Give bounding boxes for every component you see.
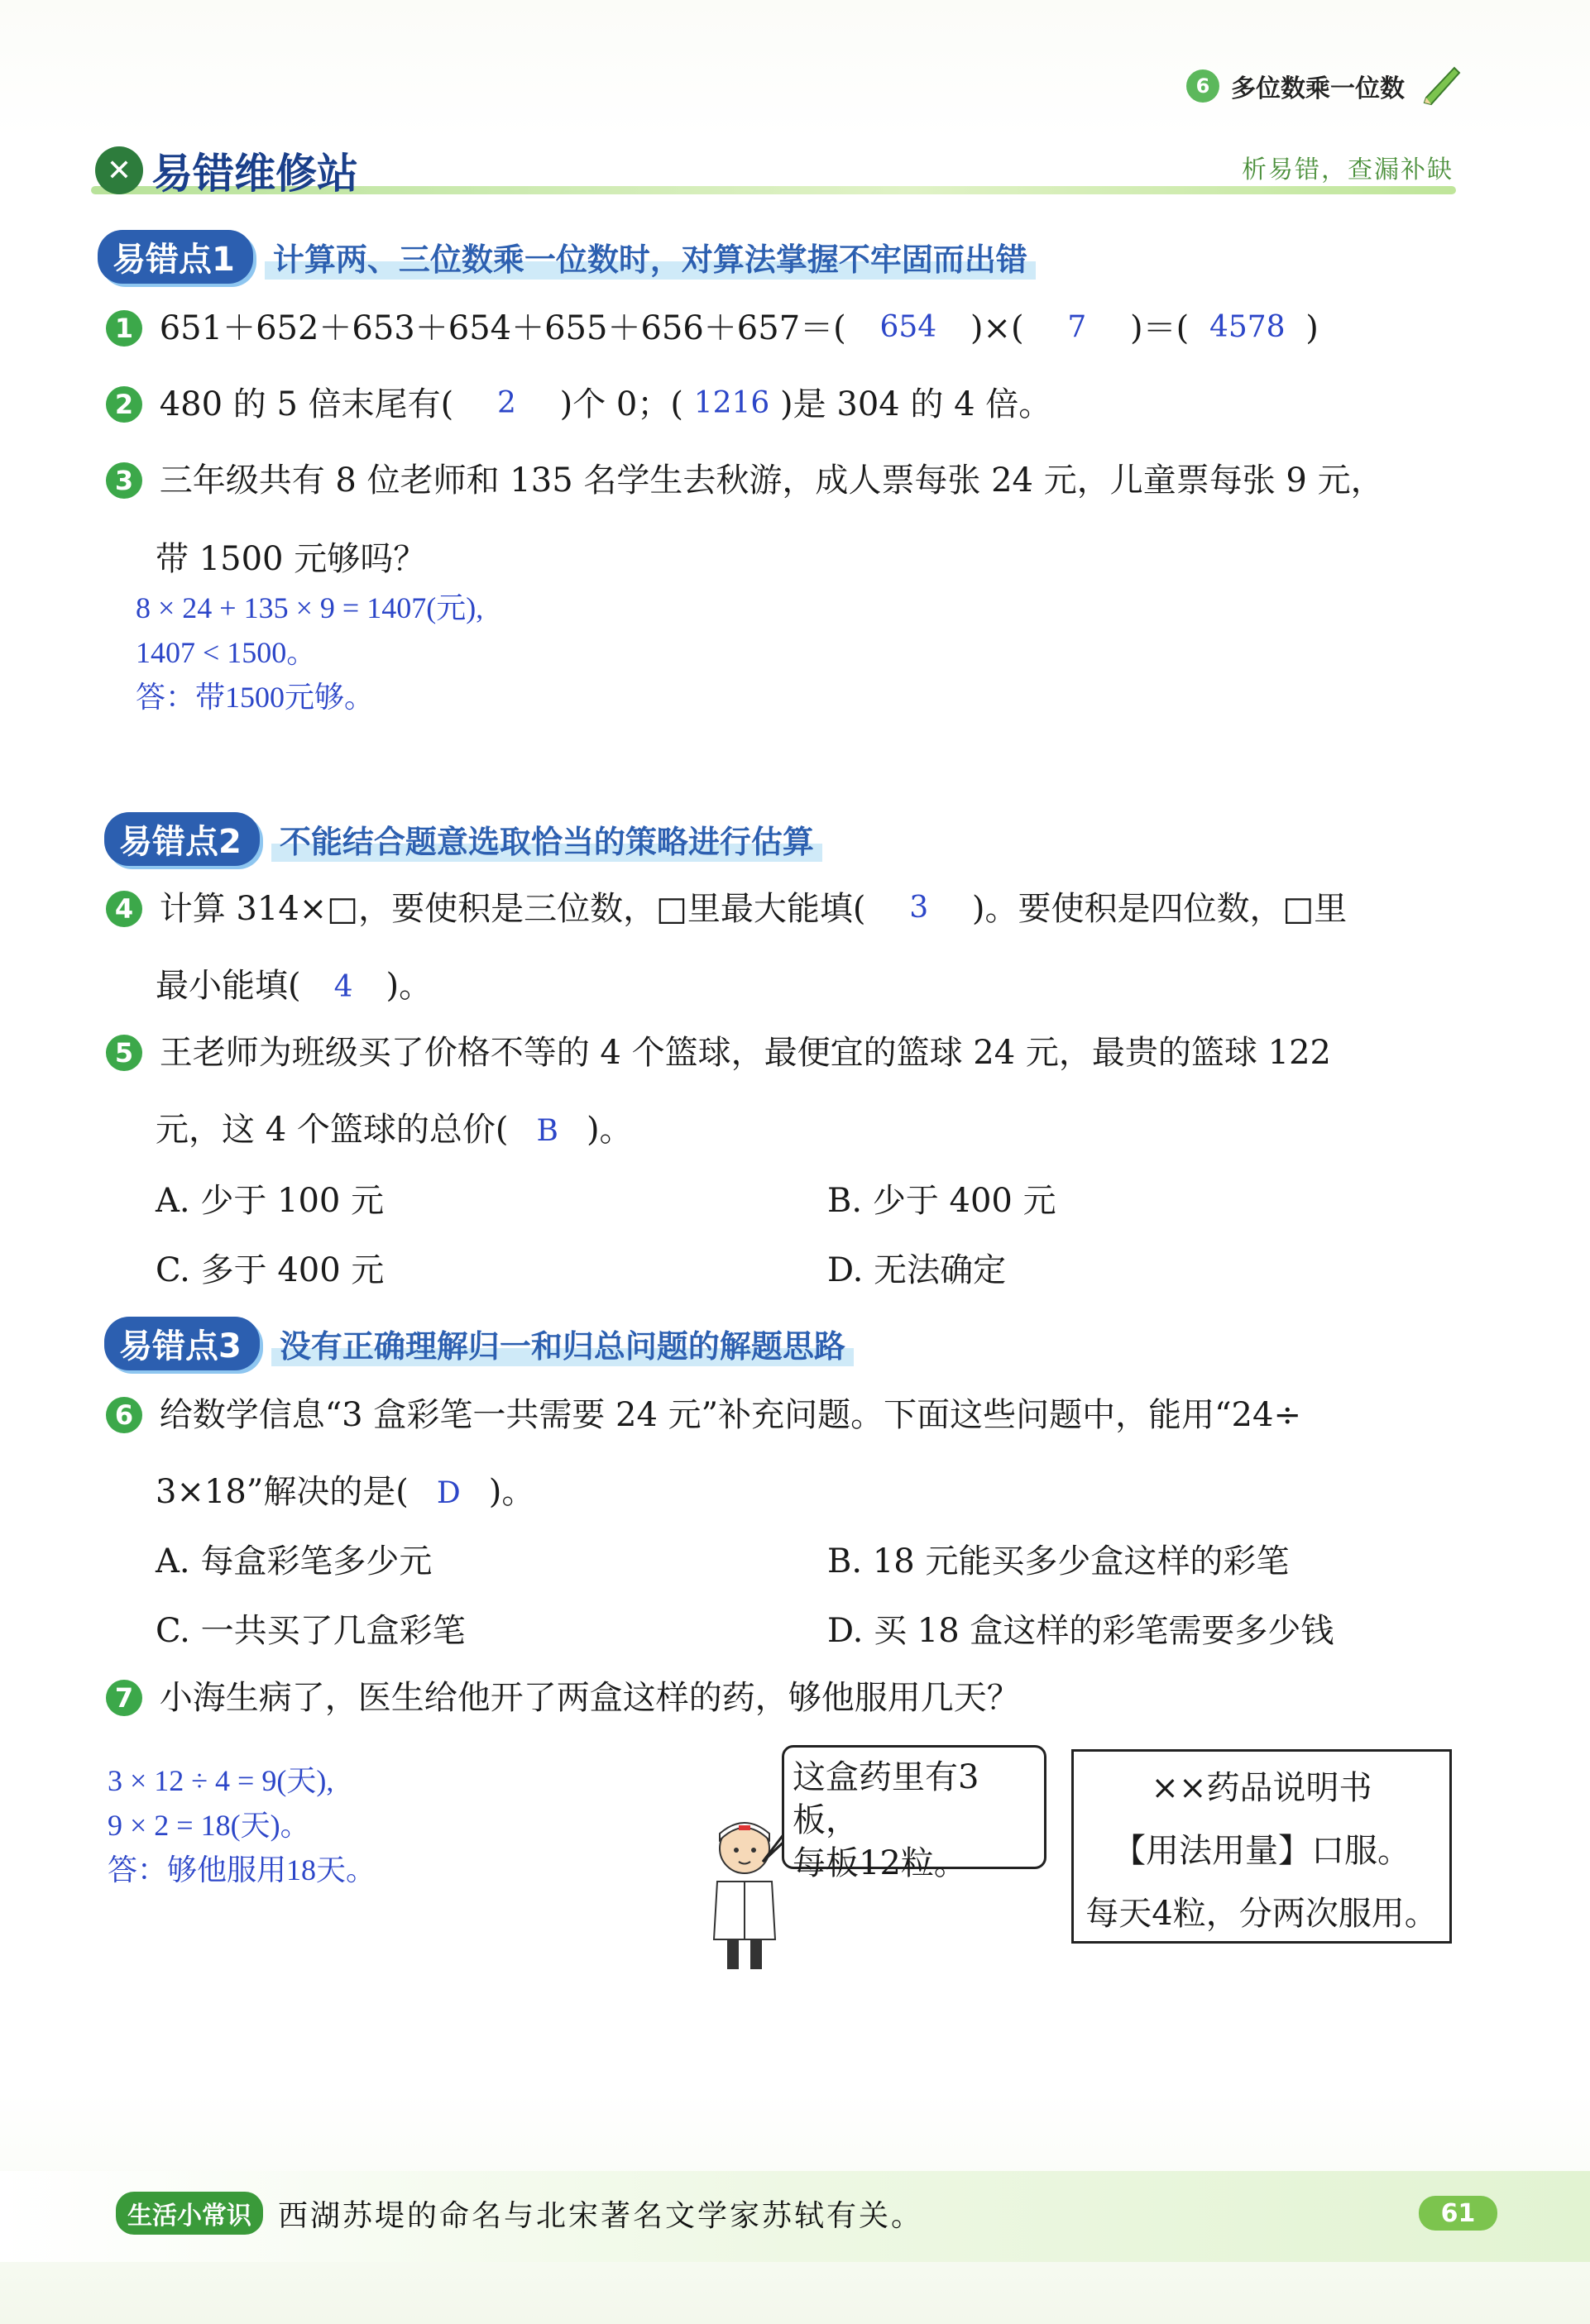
solution-line: 9 × 2 = 18(天)。 [108,1809,310,1842]
question-2 [106,382,1051,424]
speech-bubble [782,1745,1046,1882]
answer: 4578 [1209,310,1286,344]
bubble-line: 这盒药里有3板， [793,1758,979,1839]
page-number: 61 [1419,2196,1497,2231]
question-text: )。 [488,1473,535,1511]
question-5 [106,1030,1331,1073]
option-a: A. 每盒彩笔多少元 [156,1542,433,1580]
footer-badge: 生活小常识 [116,2192,263,2235]
error-point-2-header [104,812,822,866]
question-text: 计算 314×□，要使积是三位数，□里最大能填( [159,890,866,928]
answer: 1216 [693,386,770,420]
section-title: 易错维修站 [151,150,358,198]
error-point-badge: 易错点3 [104,1317,260,1370]
question-text: 小海生病了，医生给他开了两盒这样的药，够他服用几天？ [159,1679,1020,1717]
question-number: 7 [106,1680,142,1716]
question-text: )个 0；( [559,385,683,423]
error-point-3-header [104,1317,854,1370]
manual-line: 【用法用量】口服。 [1113,1832,1410,1870]
question-3-line-2: 带 1500 元够吗？ [156,540,427,578]
error-point-title: 计算两、三位数乘一位数时，对算法掌握不牢固而出错 [265,234,1036,280]
error-point-1-header [98,230,1036,284]
chapter-title: 多位数乘一位数 [1231,74,1405,103]
question-7 [106,1676,1020,1718]
question-text: )×( [970,309,1024,347]
error-point-badge: 易错点2 [104,812,260,866]
option-b: B. 少于 400 元 [827,1182,1056,1220]
question-number: 3 [106,462,142,499]
answer: 3 [909,891,929,925]
question-number: 6 [106,1397,142,1433]
question-text: 元，这 4 个篮球的总价( [156,1111,509,1149]
question-7-solution [108,1758,376,1892]
bubble-line: 每板12粒。 [793,1844,967,1882]
tools-icon: ✕ [95,146,143,194]
error-point-title: 不能结合题意选取恰当的策略进行估算 [271,816,822,862]
footer [116,2192,923,2235]
section-subtitle: 析易错，查漏补缺 [1242,155,1454,184]
answer: 654 [879,310,937,344]
answer: 7 [1067,310,1087,344]
question-text: )。 [586,1111,633,1149]
question-number: 5 [106,1035,142,1071]
solution-line: 答：够他服用18天。 [108,1853,376,1886]
question-5-line-2 [156,1103,633,1150]
solution-line: 1407 < 1500。 [136,636,317,669]
chapter-number: 6 [1186,69,1219,103]
question-text: 651＋652＋653＋654＋655＋656＋657＝( [159,309,846,347]
solution-line: 答：带1500元够。 [136,681,375,714]
answer: B [536,1114,558,1148]
question-text: )＝( [1130,309,1190,347]
question-4-line-2 [156,959,432,1007]
option-b: B. 18 元能买多少盒这样的彩笔 [827,1542,1290,1580]
manual-title: ××药品说明书 [1151,1769,1372,1807]
question-3 [106,458,1384,500]
error-point-badge: 易错点1 [98,230,253,284]
option-d: D. 无法确定 [827,1251,1007,1289]
solution-line: 8 × 24 + 135 × 9 = 1407(元), [136,591,484,624]
question-1 [106,306,1319,348]
question-text: 最小能填( [156,967,301,1005]
question-3-solution [136,586,483,720]
question-text: )。 [386,967,433,1005]
error-point-title: 没有正确理解归一和归总问题的解题思路 [271,1321,854,1366]
question-number: 2 [106,386,142,423]
chapter-label [1186,61,1466,111]
answer: 4 [333,970,353,1004]
option-c: C. 多于 400 元 [156,1251,385,1289]
question-text: 三年级共有 8 位老师和 135 名学生去秋游，成人票每张 24 元，儿童票每张 9 元， [159,461,1384,500]
option-d: D. 买 18 盒这样的彩笔需要多少钱 [827,1612,1334,1650]
solution-line: 3 × 12 ÷ 4 = 9(天), [108,1764,334,1797]
question-text: ) [1305,309,1319,347]
question-4 [106,887,1347,929]
medicine-manual [1071,1749,1452,1944]
footer-text: 西湖苏堤的命名与北宋著名文学家苏轼有关。 [278,2198,924,2233]
question-6 [106,1393,1301,1435]
manual-line: 每天4粒，分两次服用。 [1085,1895,1438,1933]
option-a: A. 少于 100 元 [156,1182,385,1220]
question-text: 王老师为班级买了价格不等的 4 个篮球，最便宜的篮球 24 元，最贵的篮球 122 [159,1034,1331,1072]
section-header [95,141,358,200]
question-text: )是 304 的 4 倍。 [780,385,1052,423]
option-c: C. 一共买了几盒彩笔 [156,1612,466,1650]
question-number: 1 [106,310,142,347]
pencil-icon [1416,61,1466,111]
question-text: )。要使积是四位数，□里 [971,890,1348,928]
question-text: 3×18”解决的是( [156,1473,409,1511]
answer: 2 [496,386,516,420]
question-6-line-2 [156,1466,534,1513]
answer: D [436,1476,461,1510]
question-text: 给数学信息“3 盒彩笔一共需要 24 元”补充问题。下面这些问题中，能用“24÷ [159,1396,1301,1434]
question-number: 4 [106,891,142,927]
question-text: 480 的 5 倍末尾有( [159,385,454,423]
